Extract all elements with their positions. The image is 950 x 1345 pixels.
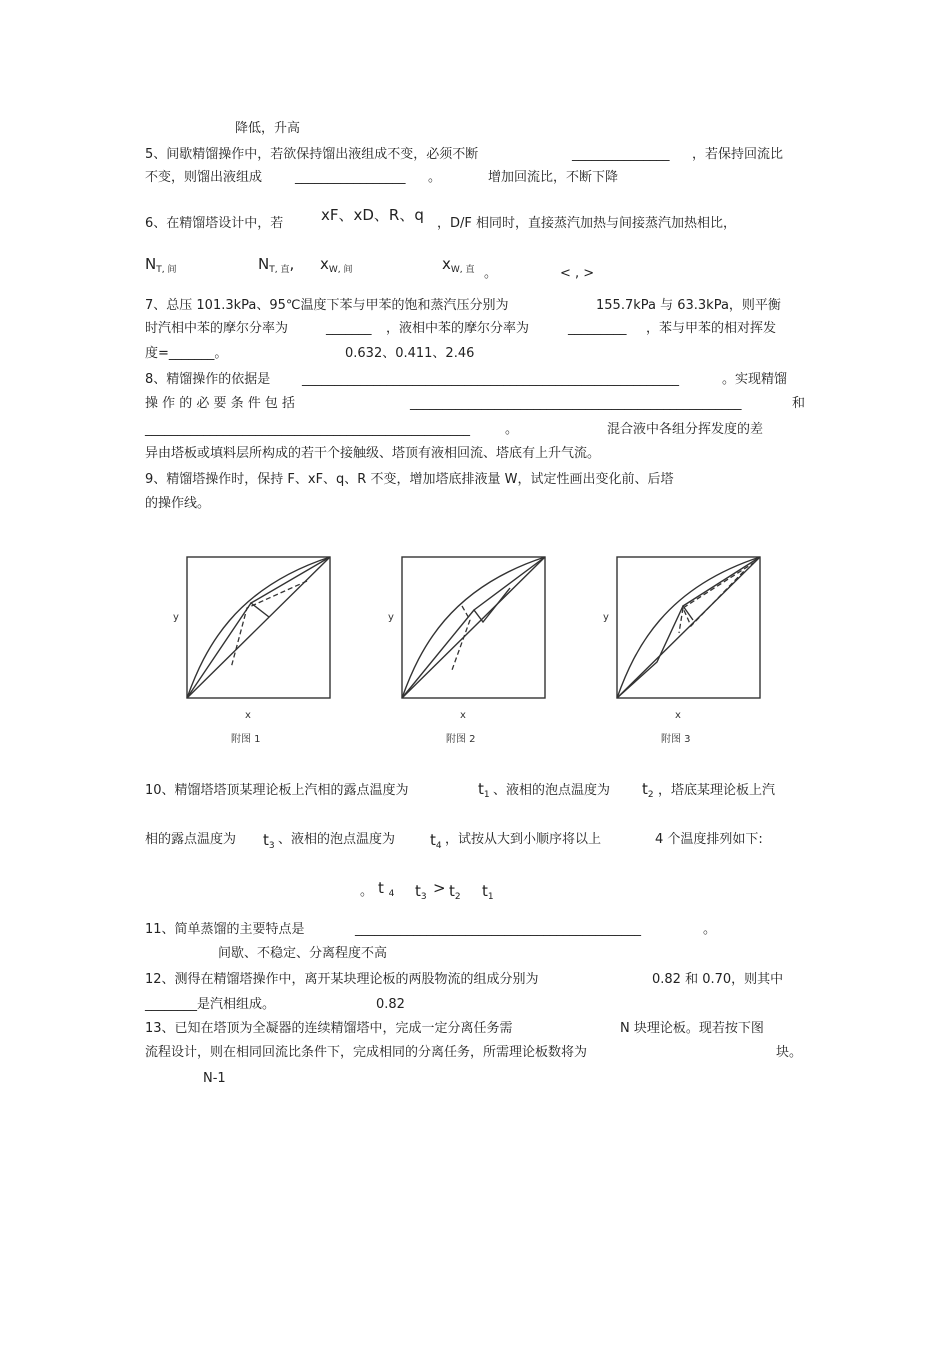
- figure-3-xlabel: x: [675, 710, 681, 721]
- q8-blank2: ___________________________________________________: [410, 396, 742, 411]
- q12-answer: 0.82: [376, 997, 405, 1012]
- q8-answer-a: 混合液中各组分挥发度的差: [607, 422, 764, 437]
- q11-line1-end: 。: [703, 922, 717, 937]
- figure-3-ylabel: y: [603, 612, 609, 623]
- figure-2: [380, 548, 560, 758]
- q6-xw-direct-sub: W, 直: [450, 265, 475, 275]
- q11-blank1: ____________________________________________: [355, 922, 641, 937]
- q6-suffix: ，D/F 相同时，直接蒸汽加热与间接蒸汽加热相比，: [437, 216, 737, 231]
- figure-2-stripping-line: [402, 610, 474, 698]
- q13-line1: 13、已知在塔顶为全凝器的连续精馏塔中，完成一定分离任务需: [145, 1021, 513, 1036]
- figure-3-diagonal: [617, 557, 760, 698]
- q13-line1-b: N 块理论板。现若按下图: [620, 1021, 764, 1036]
- q10-line1-b: 、液相的泡点温度为: [493, 783, 611, 798]
- figure-1-diagonal: [187, 557, 330, 698]
- q10-t1-base: t: [478, 780, 484, 798]
- q5-line2: 不变，则馏出液组成: [145, 170, 263, 185]
- q7-blank2: _________: [568, 321, 627, 336]
- q10-ans-t3-sub: 3: [420, 892, 427, 902]
- q13-line2: 流程设计，则在相同回流比条件下，完成相同的分离任务，所需理论板数将为: [145, 1045, 588, 1060]
- q10-t4: [430, 832, 442, 851]
- q9-line2: 的操作线。: [145, 496, 211, 511]
- figure-2-diagonal: [402, 557, 545, 698]
- q13-answer: N-1: [203, 1071, 226, 1086]
- figure-3-caption: 附图 3: [661, 734, 691, 745]
- q5-blank1: _______________: [572, 147, 670, 162]
- q10-ans-t4-sub: 4: [388, 889, 395, 899]
- q7-line2: 时汽相中苯的摩尔分率为: [145, 321, 289, 336]
- q5-line2-end: 。: [428, 170, 442, 185]
- q10-line1-a: 10、精馏塔塔顶某理论板上汽相的露点温度为: [145, 783, 409, 798]
- q8-blank3: __________________________________________________: [145, 422, 470, 437]
- q7-line3: 度=_______。: [145, 346, 228, 361]
- figure-3-stripping-line: [617, 606, 683, 698]
- q12-line1-vals: 0.82 和 0.70，则其中: [652, 972, 784, 987]
- q12-line2: ________是汽相组成。: [145, 997, 276, 1012]
- q10-line2-c: ，试按从大到小顺序将以上: [445, 832, 602, 847]
- q8-line1: 8、精馏操作的依据是: [145, 372, 271, 387]
- q10-t4-sub: 4: [435, 841, 442, 851]
- figure-1-rectifying-line: [251, 557, 330, 617]
- q10-answer-prefix: 。: [360, 884, 374, 899]
- q11-line1: 11、简单蒸馏的主要特点是: [145, 922, 305, 937]
- figure-1-stripping-line: [187, 603, 251, 698]
- q10-line2-a: 相的露点温度为: [145, 832, 237, 847]
- q8-line2-end: 和: [792, 396, 806, 411]
- q10-t3: [263, 832, 275, 851]
- figure-1-xlabel: x: [245, 710, 251, 721]
- q7-line1-vals: 155.7kPa 与 63.3kPa，则平衡: [596, 298, 781, 313]
- figure-2-plot: [380, 548, 560, 758]
- q6-xw-indirect-sub: W, 间: [328, 265, 353, 275]
- q10-t1-sub: 1: [483, 790, 490, 800]
- q10-ans-t4: [378, 880, 394, 899]
- q5-line1: [145, 147, 478, 163]
- q10-line1-c: ，塔底某理论板上汽: [658, 783, 776, 798]
- q6-nt-direct: $N_{T, 直}$,: [258, 255, 295, 275]
- q10-t1: [478, 781, 490, 800]
- q10-ans-t3: [415, 883, 427, 902]
- figure-1-ylabel: y: [173, 612, 179, 623]
- q10-ans-t1: [482, 883, 494, 902]
- q5-line1-end: ，若保持回流比: [692, 147, 784, 162]
- q13-line2-end: 块。: [776, 1045, 803, 1060]
- q10-ans-t1-sub: 1: [487, 892, 494, 902]
- q6-nt-direct-sub: T, 直: [269, 265, 290, 275]
- q6-xw-indirect-base: x: [320, 255, 329, 273]
- q6-xw-direct: [442, 256, 475, 275]
- figure-1: [165, 548, 345, 758]
- q6-xw-indirect: [320, 256, 353, 275]
- q12-line1: 12、测得在精馏塔操作中，离开某块理论板的两股物流的组成分别为: [145, 972, 539, 987]
- q6-nt-indirect-base: N: [145, 255, 157, 273]
- q5-answer: 增加回流比，不断下降: [488, 170, 619, 185]
- q10-ans-t2-base: t: [449, 882, 455, 900]
- figure-1-caption: 附图 1: [231, 734, 261, 745]
- q10-line2-b: 、液相的泡点温度为: [278, 832, 396, 847]
- q6-prefix: 6、在精馏塔设计中，若: [145, 216, 284, 231]
- q8-line3-end: 。: [505, 422, 519, 437]
- q6-nt-direct-base: N: [258, 255, 270, 273]
- figure-2-caption: 附图 2: [446, 734, 476, 745]
- q5-text: 5、间歇精馏操作中，若欲保持馏出液组成不变，必须不断: [145, 147, 479, 162]
- q4-answer: 降低，升高: [235, 121, 301, 136]
- q10-t3-base: t: [263, 831, 269, 849]
- q8-line2: 操 作 的 必 要 条 件 包 括: [145, 396, 296, 411]
- q10-ans-t2: [449, 883, 461, 902]
- q7-blank1: _______: [326, 321, 372, 336]
- q8-answer-b: 异由塔板或填料层所构成的若干个接触级、塔顶有液相回流、塔底有上升气流。: [145, 446, 601, 461]
- q11-answer: 间歇、不稳定、分离程度不高: [218, 946, 388, 961]
- q10-gt: >: [433, 879, 446, 897]
- q5-blank2: _________________: [295, 170, 406, 185]
- q9-line1: 9、精馏塔操作时，保持 F、xF、q、R 不变，增加塔底排液量 W，试定性画出变化前、后塔: [145, 472, 674, 487]
- q10-ans-t2-sub: 2: [454, 892, 461, 902]
- q6-xw-direct-base: x: [442, 255, 451, 273]
- figure-3-plot: [595, 548, 775, 758]
- q10-t4-base: t: [430, 831, 436, 849]
- figure-1-plot: [165, 548, 345, 758]
- q10-t2-base: t: [642, 780, 648, 798]
- q8-blank1: __________________________________________________________: [302, 372, 679, 387]
- q7-line2-end: ，苯与甲苯的相对挥发: [646, 321, 777, 336]
- q8-line1-end: 。实现精馏: [722, 372, 788, 387]
- q6-answer: < , >: [560, 266, 595, 281]
- q7-line2-mid: ，液相中苯的摩尔分率为: [386, 321, 530, 336]
- q10-line2-d: 4 个温度排列如下:: [655, 832, 763, 847]
- figure-3: [595, 548, 775, 758]
- q10-t3-sub: 3: [268, 841, 275, 851]
- q6-end: 。: [484, 266, 498, 281]
- q6-nt-indirect-sub: T, 间: [156, 265, 177, 275]
- q10-ans-t3-base: t: [415, 882, 421, 900]
- q10-ans-t4-base: t: [378, 879, 384, 897]
- q10-ans-t1-base: t: [482, 882, 488, 900]
- figure-2-ylabel: y: [388, 612, 394, 623]
- figure-2-new-operating-line: [452, 606, 470, 670]
- figure-2-xlabel: x: [460, 710, 466, 721]
- q10-t2-sub: 2: [647, 790, 654, 800]
- q7-line1: 7、总压 101.3kPa、95℃温度下苯与甲苯的饱和蒸汽压分别为: [145, 298, 509, 313]
- q6-nt-indirect: [145, 256, 176, 275]
- q6-vars: xF、xD、R、q: [321, 206, 424, 224]
- q7-answer: 0.632、0.411、2.46: [345, 346, 475, 361]
- q10-t2: [642, 781, 654, 800]
- figure-1-new-operating-line: [231, 581, 307, 668]
